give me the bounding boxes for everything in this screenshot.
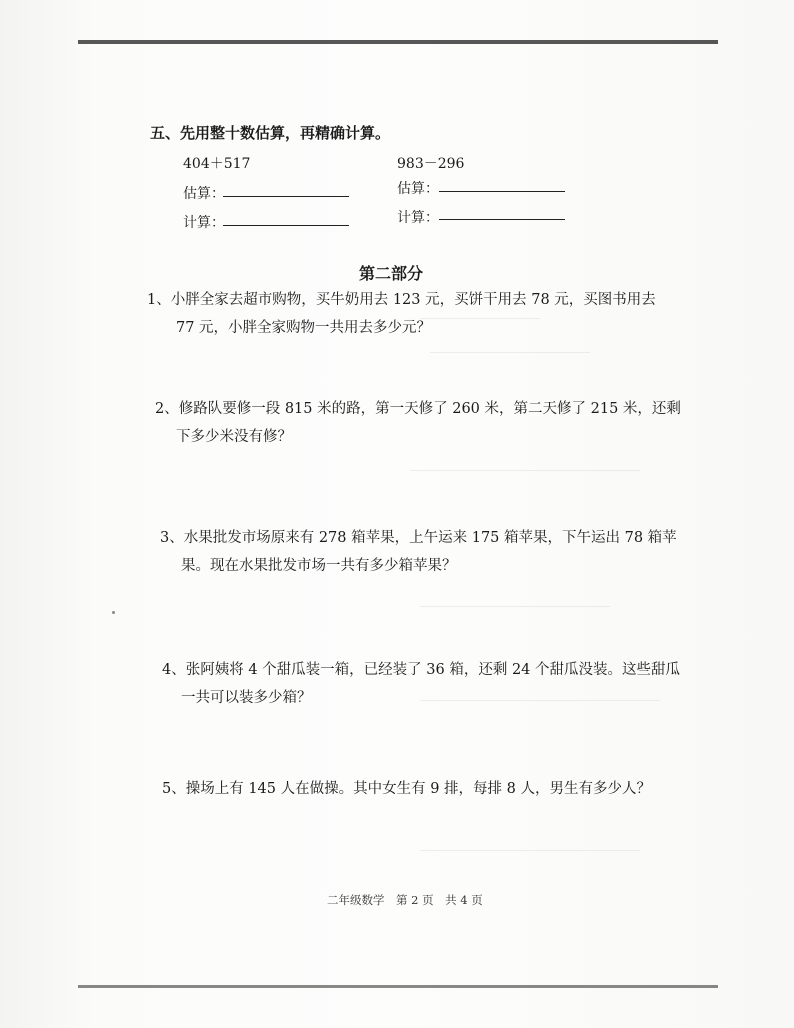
left-expression: 404＋517 xyxy=(183,156,251,172)
scan-edge-bottom xyxy=(78,985,718,988)
question-3-line1: 3、水果批发市场原来有 278 箱苹果，上午运来 175 箱苹果，下午运出 78 箱苹 xyxy=(160,530,677,546)
part2-title: 第二部分 xyxy=(359,264,424,283)
question-1-line1: 1、小胖全家去超市购物，买牛奶用去 123 元，买饼干用去 78 元，买图书用去 xyxy=(147,292,656,308)
right-compute-blank[interactable] xyxy=(439,219,565,220)
question-1-line2: 77 元，小胖全家购物一共用去多少元？ xyxy=(176,320,432,336)
section5-title: 五、先用整十数估算，再精确计算。 xyxy=(150,124,391,142)
bleed-through-mark xyxy=(420,700,660,701)
question-2-line1: 2、修路队要修一段 815 米的路，第一天修了 260 米，第二天修了 215 米，还剩 xyxy=(155,401,681,417)
scan-speck xyxy=(112,611,115,614)
question-4-line1: 4、张阿姨将 4 个甜瓜装一箱，已经装了 36 箱，还剩 24 个甜瓜没装。这些甜瓜 xyxy=(162,662,681,678)
right-expression: 983－296 xyxy=(397,156,465,172)
left-estimate-blank[interactable] xyxy=(223,196,349,197)
bleed-through-mark xyxy=(420,318,540,319)
left-compute-label: 计算： xyxy=(183,215,225,231)
bleed-through-mark xyxy=(410,470,640,471)
right-compute-label: 计算： xyxy=(397,210,439,226)
left-estimate-label: 估算： xyxy=(183,186,225,202)
scan-edge-top xyxy=(78,40,718,44)
question-5-line1: 5、操场上有 145 人在做操。其中女生有 9 排，每排 8 人，男生有多少人？ xyxy=(162,781,652,797)
question-4-line2: 一共可以装多少箱？ xyxy=(181,690,312,706)
right-estimate-label: 估算： xyxy=(397,181,439,197)
bleed-through-mark xyxy=(420,850,640,851)
bleed-through-mark xyxy=(430,352,590,353)
question-2-line2: 下多少米没有修？ xyxy=(176,429,292,445)
page-footer: 二年级数学 第 2 页 共 4 页 xyxy=(327,893,483,907)
bleed-through-mark xyxy=(420,606,610,607)
left-compute-blank[interactable] xyxy=(223,225,349,226)
question-3-line2: 果。现在水果批发市场一共有多少箱苹果？ xyxy=(181,558,457,574)
right-estimate-blank[interactable] xyxy=(439,191,565,192)
